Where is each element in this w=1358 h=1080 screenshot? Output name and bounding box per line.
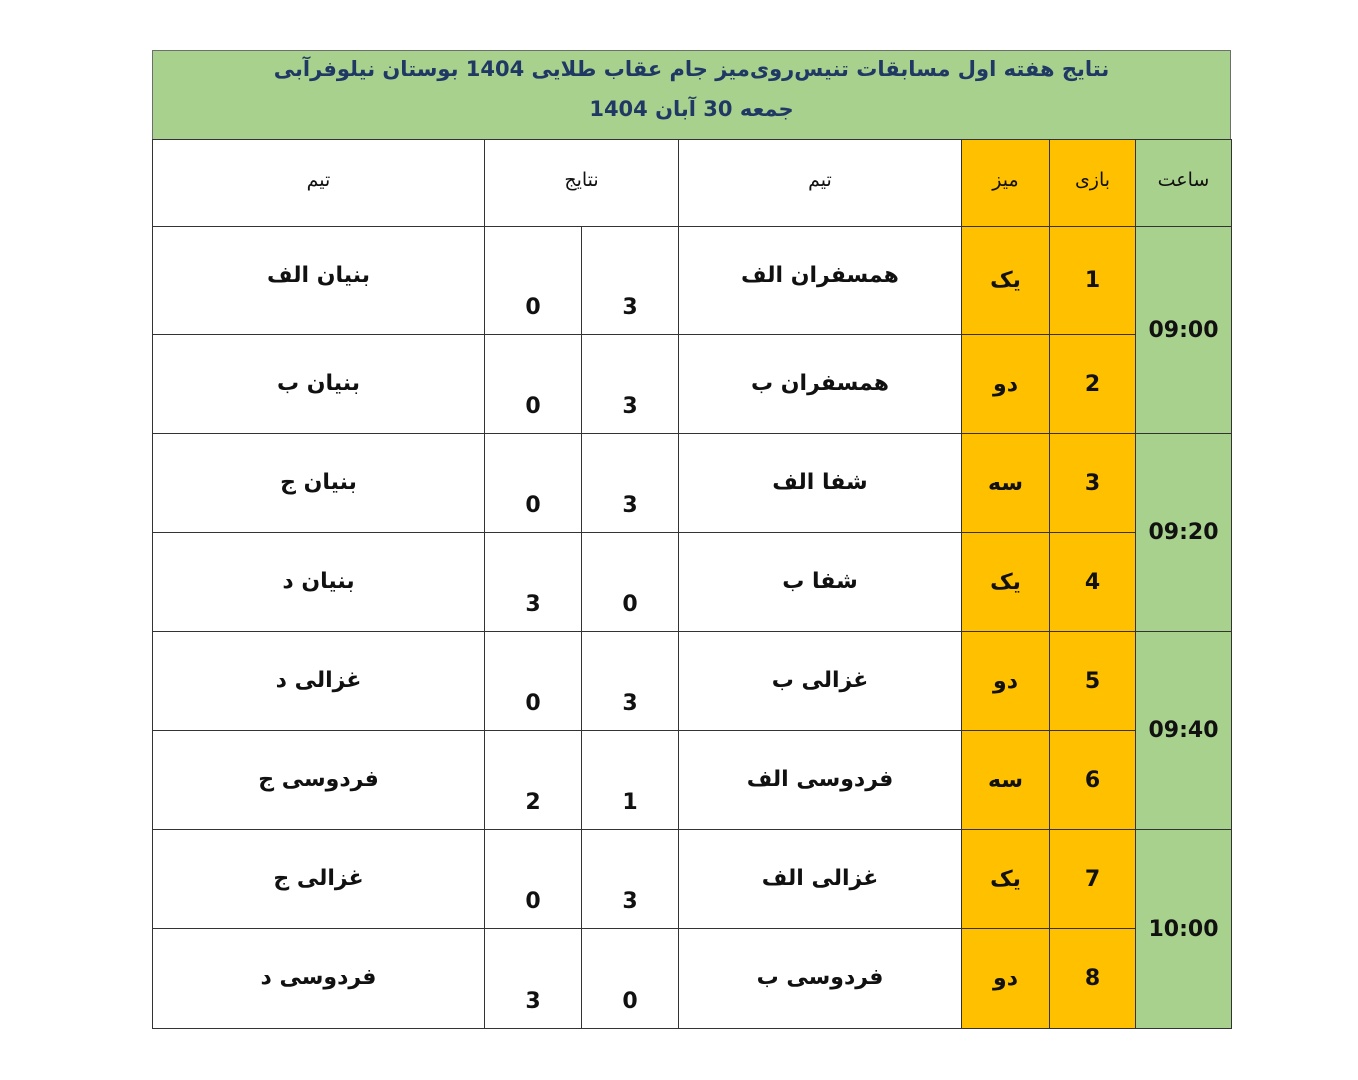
time-slot: 09:00 (1136, 227, 1232, 434)
team-a-name: همسفران الف (679, 227, 962, 335)
game-number: 7 (1050, 830, 1136, 929)
table-row (153, 227, 1232, 335)
table-number: دو (962, 929, 1050, 1029)
game-number: 2 (1050, 335, 1136, 434)
score-a: 0 (582, 929, 679, 1029)
table-row (153, 533, 1232, 632)
team-b-name: غزالی ج (153, 830, 485, 929)
table-row (153, 434, 1232, 533)
header-table: میز (962, 140, 1050, 227)
score-a: 0 (582, 533, 679, 632)
page-title: نتایج هفته اول مسابقات تنیس‌روی‌میز جام عقاب طلایی 1404 بوستان نیلوفرآبی (273, 57, 1110, 81)
time-slot: 09:40 (1136, 632, 1232, 830)
table-number: دو (962, 632, 1050, 731)
score-a: 3 (582, 227, 679, 335)
table-row (153, 335, 1232, 434)
header-time: ساعت (1136, 140, 1232, 227)
team-a-name: فردوسی الف (679, 731, 962, 830)
score-a: 3 (582, 335, 679, 434)
results-sheet (152, 50, 1231, 1021)
team-a-name: غزالی الف (679, 830, 962, 929)
game-number: 5 (1050, 632, 1136, 731)
header-team-a: تیم (679, 140, 962, 227)
table-number: دو (962, 335, 1050, 434)
header-results: نتایج (485, 140, 679, 227)
score-a: 3 (582, 830, 679, 929)
table-number: یک (962, 227, 1050, 335)
game-number: 8 (1050, 929, 1136, 1029)
game-number: 4 (1050, 533, 1136, 632)
score-b: 0 (485, 335, 582, 434)
score-b: 2 (485, 731, 582, 830)
table-row (153, 632, 1232, 731)
results-table (152, 139, 1232, 1029)
table-number: سه (962, 731, 1050, 830)
time-slot: 10:00 (1136, 830, 1232, 1029)
score-b: 3 (485, 929, 582, 1029)
team-a-name: همسفران ب (679, 335, 962, 434)
score-a: 3 (582, 434, 679, 533)
page-subtitle-date: جمعه 30 آبان 1404 (589, 97, 794, 121)
team-b-name: بنیان ج (153, 434, 485, 533)
time-slot: 09:20 (1136, 434, 1232, 632)
game-number: 1 (1050, 227, 1136, 335)
team-a-name: غزالی ب (679, 632, 962, 731)
header-team-b: تیم (153, 140, 485, 227)
table-row (153, 731, 1232, 830)
score-b: 0 (485, 830, 582, 929)
match-list (153, 227, 1232, 1029)
score-b: 0 (485, 227, 582, 335)
game-number: 3 (1050, 434, 1136, 533)
score-a: 1 (582, 731, 679, 830)
table-number: یک (962, 830, 1050, 929)
team-b-name: فردوسی ج (153, 731, 485, 830)
team-b-name: بنیان د (153, 533, 485, 632)
team-b-name: بنیان الف (153, 227, 485, 335)
score-b: 0 (485, 632, 582, 731)
team-b-name: بنیان ب (153, 335, 485, 434)
score-b: 3 (485, 533, 582, 632)
table-row (153, 830, 1232, 929)
team-b-name: فردوسی د (153, 929, 485, 1029)
team-a-name: شفا ب (679, 533, 962, 632)
header-row (153, 140, 1232, 227)
table-number: یک (962, 533, 1050, 632)
title-band (152, 50, 1231, 140)
table-number: سه (962, 434, 1050, 533)
score-b: 0 (485, 434, 582, 533)
game-number: 6 (1050, 731, 1136, 830)
team-b-name: غزالی د (153, 632, 485, 731)
score-a: 3 (582, 632, 679, 731)
team-a-name: فردوسی ب (679, 929, 962, 1029)
table-row (153, 929, 1232, 1029)
header-game: بازی (1050, 140, 1136, 227)
team-a-name: شفا الف (679, 434, 962, 533)
